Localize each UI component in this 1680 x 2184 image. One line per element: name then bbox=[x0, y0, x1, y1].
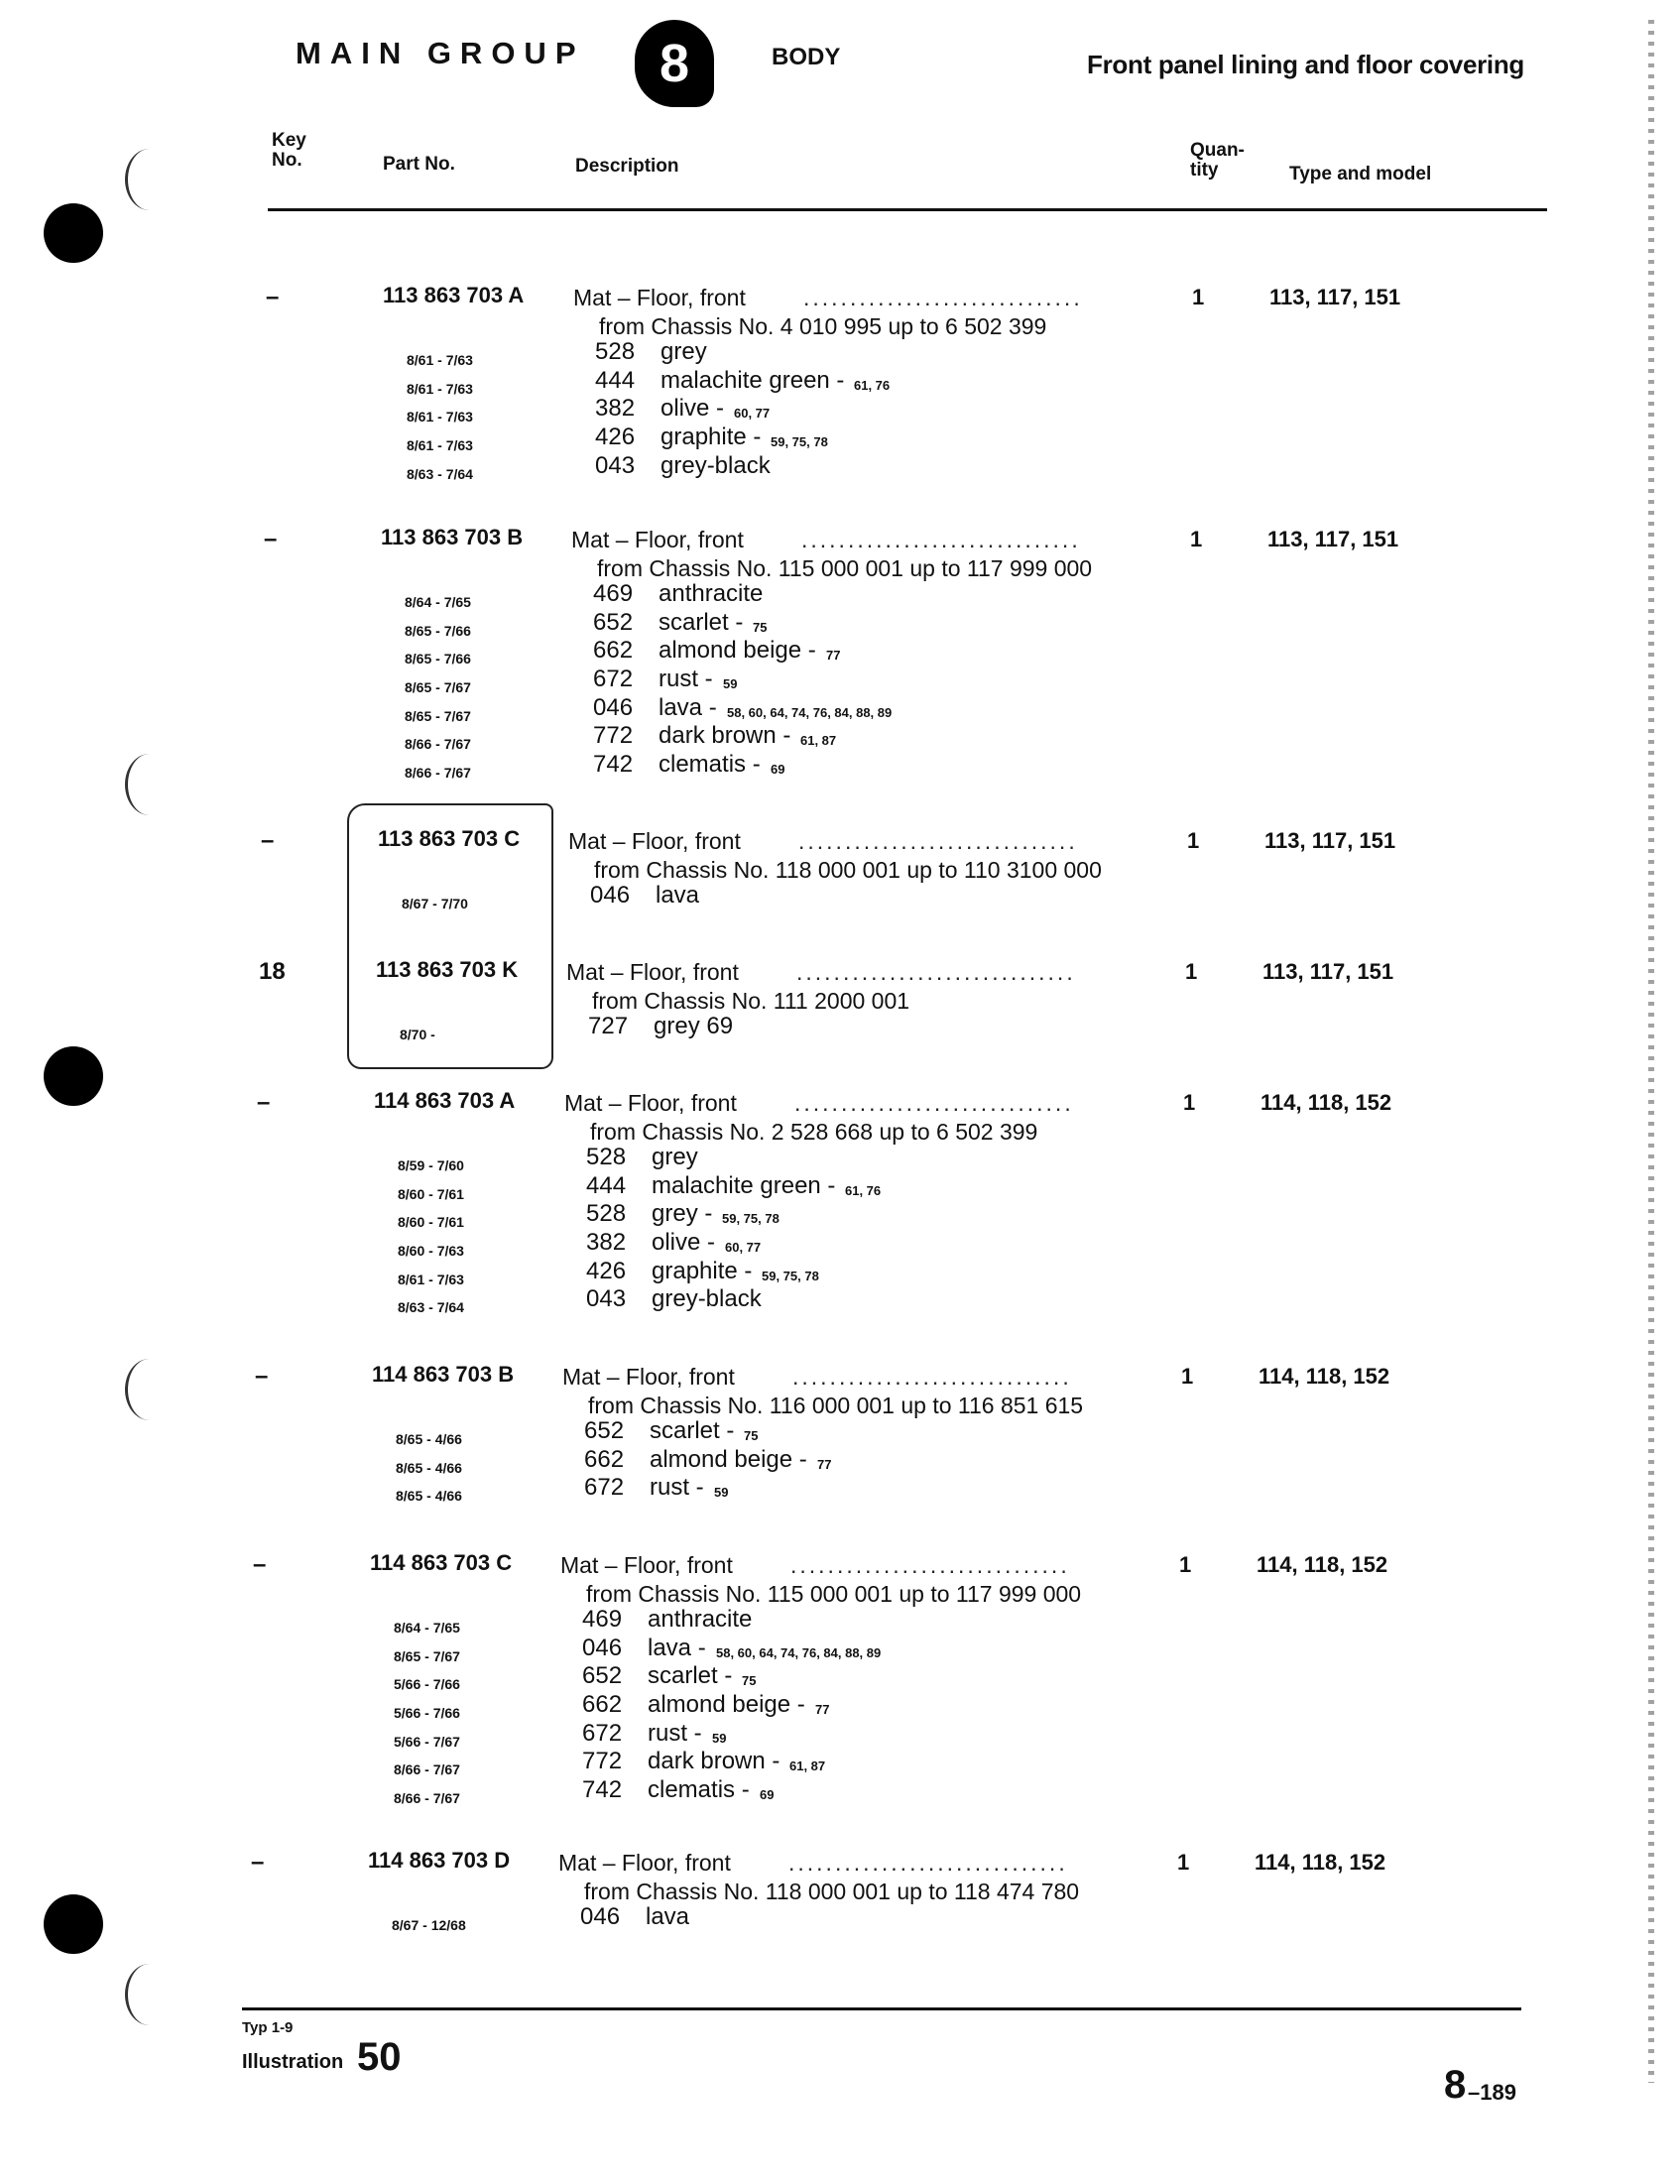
model-reference-suffix: 61, 87 bbox=[800, 733, 837, 749]
leader-dots: .............................. bbox=[792, 1364, 1072, 1390]
model-reference-suffix: 69 bbox=[771, 761, 785, 777]
binder-punch-hole-3 bbox=[44, 1894, 103, 1954]
production-date-range: 5/66 - 7/66 bbox=[394, 1705, 460, 1721]
color-code: 046 bbox=[580, 1903, 621, 1931]
production-date-range: 8/65 - 7/66 bbox=[405, 622, 471, 639]
production-date-range: 8/66 - 7/67 bbox=[405, 736, 471, 753]
model-reference-suffix: 61, 76 bbox=[845, 1182, 882, 1198]
col-header-description: Description bbox=[575, 156, 679, 177]
page-number-suffix: –189 bbox=[1468, 2080, 1516, 2105]
chassis-range: from Chassis No. 2 528 668 up to 6 502 399 bbox=[590, 1118, 1038, 1145]
production-date-range: 8/63 - 7/64 bbox=[398, 1299, 464, 1316]
illustration-number: 50 bbox=[357, 2035, 402, 2079]
color-name: lava - bbox=[648, 1634, 706, 1661]
color-code: 528 bbox=[586, 1200, 627, 1228]
color-name: grey 69 bbox=[654, 1013, 734, 1040]
page-number: 8 bbox=[1444, 2063, 1467, 2107]
production-date-range: 8/66 - 7/67 bbox=[405, 764, 471, 781]
model-reference-suffix: 59, 75, 78 bbox=[762, 1268, 819, 1283]
part-number: 114 863 703 C bbox=[370, 1550, 513, 1575]
chassis-range: from Chassis No. 118 000 001 up to 110 3100 000 bbox=[594, 856, 1102, 883]
production-date-range: 8/61 - 7/63 bbox=[398, 1271, 464, 1287]
key-number: – bbox=[251, 1849, 265, 1876]
model-reference-suffix: 58, 60, 64, 74, 76, 84, 88, 89 bbox=[716, 1644, 882, 1660]
type-and-model: 113, 117, 151 bbox=[1267, 527, 1399, 551]
leader-dots: .............................. bbox=[803, 285, 1083, 310]
color-name: lava bbox=[646, 1903, 690, 1931]
color-code: 426 bbox=[586, 1257, 627, 1284]
color-code: 652 bbox=[593, 608, 634, 636]
color-code: 528 bbox=[586, 1144, 627, 1171]
col-header-key-no: Key No. bbox=[272, 130, 306, 171]
chassis-range: from Chassis No. 116 000 001 up to 116 851 615 bbox=[588, 1392, 1084, 1418]
color-name: clematis - bbox=[659, 750, 761, 778]
type-and-model: 113, 117, 151 bbox=[1269, 285, 1401, 309]
color-name: dark brown - bbox=[648, 1748, 780, 1775]
color-name: clematis - bbox=[648, 1775, 750, 1803]
color-code: 742 bbox=[582, 1775, 623, 1803]
color-name: scarlet - bbox=[648, 1662, 733, 1690]
color-name: grey-black bbox=[652, 1285, 762, 1313]
type-and-model: 114, 118, 152 bbox=[1259, 1364, 1390, 1389]
binder-ring-mark-3 bbox=[125, 1359, 174, 1420]
type-and-model: 114, 118, 152 bbox=[1255, 1850, 1386, 1875]
group-number-badge: 8 bbox=[635, 20, 714, 107]
color-name: rust - bbox=[650, 1474, 704, 1502]
production-date-range: 8/70 - bbox=[400, 1027, 435, 1043]
model-reference-suffix: 59 bbox=[714, 1485, 729, 1501]
leader-dots: .............................. bbox=[798, 828, 1078, 854]
footer-rule bbox=[242, 2007, 1521, 2010]
quantity: 1 bbox=[1179, 1552, 1192, 1577]
col-header-part-no: Part No. bbox=[383, 154, 455, 175]
model-reference-suffix: 58, 60, 64, 74, 76, 84, 88, 89 bbox=[727, 704, 893, 720]
production-date-range: 8/61 - 7/63 bbox=[407, 352, 473, 369]
color-code: 426 bbox=[595, 424, 636, 450]
color-code: 772 bbox=[582, 1748, 623, 1775]
part-number: 113 863 703 B bbox=[381, 525, 524, 549]
quantity: 1 bbox=[1183, 1090, 1196, 1115]
model-reference-suffix: 75 bbox=[744, 1428, 759, 1444]
production-date-range: 8/61 - 7/63 bbox=[407, 409, 473, 425]
color-name: scarlet - bbox=[659, 608, 744, 636]
type-and-model: 114, 118, 152 bbox=[1260, 1090, 1392, 1115]
production-date-range: 8/61 - 7/63 bbox=[407, 380, 473, 397]
color-code: 727 bbox=[588, 1013, 629, 1040]
color-name: malachite green - bbox=[652, 1171, 836, 1199]
chassis-range: from Chassis No. 118 000 001 up to 118 474 780 bbox=[584, 1878, 1080, 1904]
model-reference-suffix: 69 bbox=[760, 1786, 775, 1802]
color-code: 672 bbox=[584, 1474, 625, 1502]
color-name: rust - bbox=[659, 666, 713, 692]
part-description: Mat – Floor, front bbox=[568, 828, 741, 854]
quantity: 1 bbox=[1181, 1364, 1194, 1389]
color-name: lava bbox=[656, 882, 700, 910]
color-name: dark brown - bbox=[659, 722, 791, 750]
production-date-range: 5/66 - 7/67 bbox=[394, 1733, 460, 1750]
chassis-range: from Chassis No. 115 000 001 up to 117 999 000 bbox=[597, 554, 1093, 581]
production-date-range: 8/65 - 4/66 bbox=[396, 1459, 462, 1476]
color-code: 469 bbox=[582, 1606, 623, 1634]
page-subtitle: Front panel lining and floor covering bbox=[1087, 50, 1525, 79]
color-name: malachite green - bbox=[660, 366, 845, 394]
model-reference-suffix: 61, 87 bbox=[789, 1759, 826, 1774]
production-date-range: 8/65 - 7/67 bbox=[405, 679, 471, 695]
quantity: 1 bbox=[1192, 285, 1205, 309]
part-description: Mat – Floor, front bbox=[558, 1850, 731, 1876]
section-title: BODY bbox=[772, 44, 841, 70]
model-reference-suffix: 59, 75, 78 bbox=[771, 434, 828, 449]
key-number: – bbox=[257, 1089, 271, 1116]
color-name: almond beige - bbox=[659, 637, 816, 665]
chassis-range: from Chassis No. 115 000 001 up to 117 999 000 bbox=[586, 1580, 1082, 1607]
color-name: grey bbox=[652, 1144, 698, 1171]
color-name: anthracite bbox=[659, 580, 764, 608]
production-date-range: 8/65 - 4/66 bbox=[396, 1488, 462, 1505]
part-number: 114 863 703 A bbox=[374, 1088, 516, 1113]
production-date-range: 8/60 - 7/61 bbox=[398, 1185, 464, 1202]
production-date-range: 8/61 - 7/63 bbox=[407, 437, 473, 453]
color-code: 662 bbox=[593, 637, 634, 665]
type-label: Typ 1-9 bbox=[242, 2019, 294, 2036]
part-number: 113 863 703 C bbox=[378, 826, 521, 851]
chassis-range: from Chassis No. 4 010 995 up to 6 502 399 bbox=[599, 312, 1047, 339]
color-code: 382 bbox=[586, 1229, 627, 1256]
leader-dots: .............................. bbox=[796, 959, 1076, 985]
part-description: Mat – Floor, front bbox=[571, 527, 744, 552]
color-name: olive - bbox=[660, 395, 725, 423]
part-number: 114 863 703 D bbox=[368, 1848, 511, 1873]
model-reference-suffix: 59 bbox=[723, 676, 738, 691]
color-code: 444 bbox=[595, 366, 636, 394]
production-date-range: 8/67 - 12/68 bbox=[392, 1917, 466, 1934]
color-code: 652 bbox=[584, 1417, 625, 1445]
type-and-model: 114, 118, 152 bbox=[1257, 1552, 1388, 1577]
color-code: 469 bbox=[593, 580, 634, 608]
model-reference-suffix: 75 bbox=[742, 1673, 757, 1689]
production-date-range: 8/63 - 7/64 bbox=[407, 465, 473, 482]
model-reference-suffix: 77 bbox=[826, 648, 841, 664]
type-and-model: 113, 117, 151 bbox=[1264, 828, 1396, 853]
production-date-range: 8/59 - 7/60 bbox=[398, 1157, 464, 1174]
production-date-range: 8/65 - 7/67 bbox=[394, 1647, 460, 1664]
quantity: 1 bbox=[1177, 1850, 1190, 1875]
model-reference-suffix: 77 bbox=[817, 1456, 832, 1472]
model-reference-suffix: 60, 77 bbox=[725, 1240, 762, 1255]
production-date-range: 8/65 - 7/67 bbox=[405, 707, 471, 724]
color-name: grey-black bbox=[660, 451, 771, 479]
page-edge-scan-noise bbox=[1648, 20, 1654, 2083]
model-reference-suffix: 77 bbox=[815, 1702, 830, 1717]
leader-dots: .............................. bbox=[801, 527, 1081, 552]
production-date-range: 8/65 - 7/66 bbox=[405, 651, 471, 667]
part-description: Mat – Floor, front bbox=[566, 959, 739, 985]
key-number: – bbox=[261, 827, 275, 854]
col-header-quantity: Quan- tity bbox=[1190, 140, 1245, 181]
production-date-range: 8/65 - 4/66 bbox=[396, 1431, 462, 1448]
col-header-type-model: Type and model bbox=[1289, 164, 1432, 184]
model-reference-suffix: 61, 76 bbox=[854, 377, 891, 393]
production-date-range: 8/66 - 7/67 bbox=[394, 1789, 460, 1806]
color-code: 046 bbox=[590, 882, 631, 910]
color-name: grey - bbox=[652, 1200, 713, 1228]
leader-dots: .............................. bbox=[794, 1090, 1074, 1116]
model-reference-suffix: 60, 77 bbox=[734, 406, 771, 422]
binder-ring-mark-1 bbox=[125, 149, 174, 210]
production-date-range: 8/64 - 7/65 bbox=[405, 594, 471, 611]
color-name: olive - bbox=[652, 1229, 716, 1256]
color-name: lava - bbox=[659, 693, 717, 721]
key-number: – bbox=[266, 284, 280, 310]
production-date-range: 5/66 - 7/66 bbox=[394, 1676, 460, 1693]
production-date-range: 8/64 - 7/65 bbox=[394, 1620, 460, 1637]
illustration-label: Illustration bbox=[242, 2051, 344, 2073]
color-code: 382 bbox=[595, 395, 636, 423]
color-code: 043 bbox=[595, 451, 636, 479]
chassis-range: from Chassis No. 111 2000 001 bbox=[592, 987, 910, 1014]
header-rule bbox=[268, 208, 1547, 211]
production-date-range: 8/60 - 7/61 bbox=[398, 1214, 464, 1231]
quantity: 1 bbox=[1185, 959, 1198, 984]
key-number: – bbox=[255, 1363, 269, 1390]
color-code: 672 bbox=[582, 1719, 623, 1747]
color-code: 662 bbox=[582, 1691, 623, 1718]
model-reference-suffix: 59, 75, 78 bbox=[722, 1211, 780, 1227]
production-date-range: 8/66 - 7/67 bbox=[394, 1761, 460, 1778]
color-code: 772 bbox=[593, 722, 634, 750]
leader-dots: .............................. bbox=[788, 1850, 1068, 1876]
color-code: 444 bbox=[586, 1171, 627, 1199]
binder-punch-hole-1 bbox=[44, 203, 103, 263]
part-description: Mat – Floor, front bbox=[560, 1552, 733, 1578]
color-name: almond beige - bbox=[650, 1445, 807, 1473]
main-group-title: MAIN GROUP bbox=[296, 36, 585, 70]
part-number: 113 863 703 K bbox=[376, 957, 519, 982]
model-reference-suffix: 59 bbox=[712, 1730, 727, 1746]
color-name: grey bbox=[660, 338, 707, 366]
key-number: – bbox=[264, 526, 278, 552]
color-name: rust - bbox=[648, 1719, 702, 1747]
color-name: scarlet - bbox=[650, 1417, 735, 1445]
key-number: 18 bbox=[259, 958, 286, 985]
production-date-range: 8/67 - 7/70 bbox=[402, 896, 468, 912]
quantity: 1 bbox=[1190, 527, 1203, 551]
production-date-range: 8/60 - 7/63 bbox=[398, 1243, 464, 1259]
color-code: 046 bbox=[593, 693, 634, 721]
color-code: 672 bbox=[593, 666, 634, 692]
color-code: 652 bbox=[582, 1662, 623, 1690]
color-code: 528 bbox=[595, 338, 636, 366]
color-code: 662 bbox=[584, 1445, 625, 1473]
color-name: graphite - bbox=[660, 424, 762, 450]
quantity: 1 bbox=[1187, 828, 1200, 853]
color-name: anthracite bbox=[648, 1606, 753, 1634]
color-code: 046 bbox=[582, 1634, 623, 1661]
binder-ring-mark-2 bbox=[125, 754, 174, 815]
binder-ring-mark-4 bbox=[125, 1964, 174, 2025]
type-and-model: 113, 117, 151 bbox=[1262, 959, 1394, 984]
part-description: Mat – Floor, front bbox=[562, 1364, 735, 1390]
binder-punch-hole-2 bbox=[44, 1046, 103, 1106]
part-description: Mat – Floor, front bbox=[564, 1090, 737, 1116]
color-code: 043 bbox=[586, 1285, 627, 1313]
color-name: graphite - bbox=[652, 1257, 753, 1284]
color-code: 742 bbox=[593, 750, 634, 778]
model-reference-suffix: 75 bbox=[753, 619, 768, 635]
key-number: – bbox=[253, 1551, 267, 1578]
part-number: 113 863 703 A bbox=[383, 283, 525, 307]
part-description: Mat – Floor, front bbox=[573, 285, 746, 310]
leader-dots: .............................. bbox=[790, 1552, 1070, 1578]
part-number: 114 863 703 B bbox=[372, 1362, 515, 1387]
color-name: almond beige - bbox=[648, 1691, 805, 1718]
